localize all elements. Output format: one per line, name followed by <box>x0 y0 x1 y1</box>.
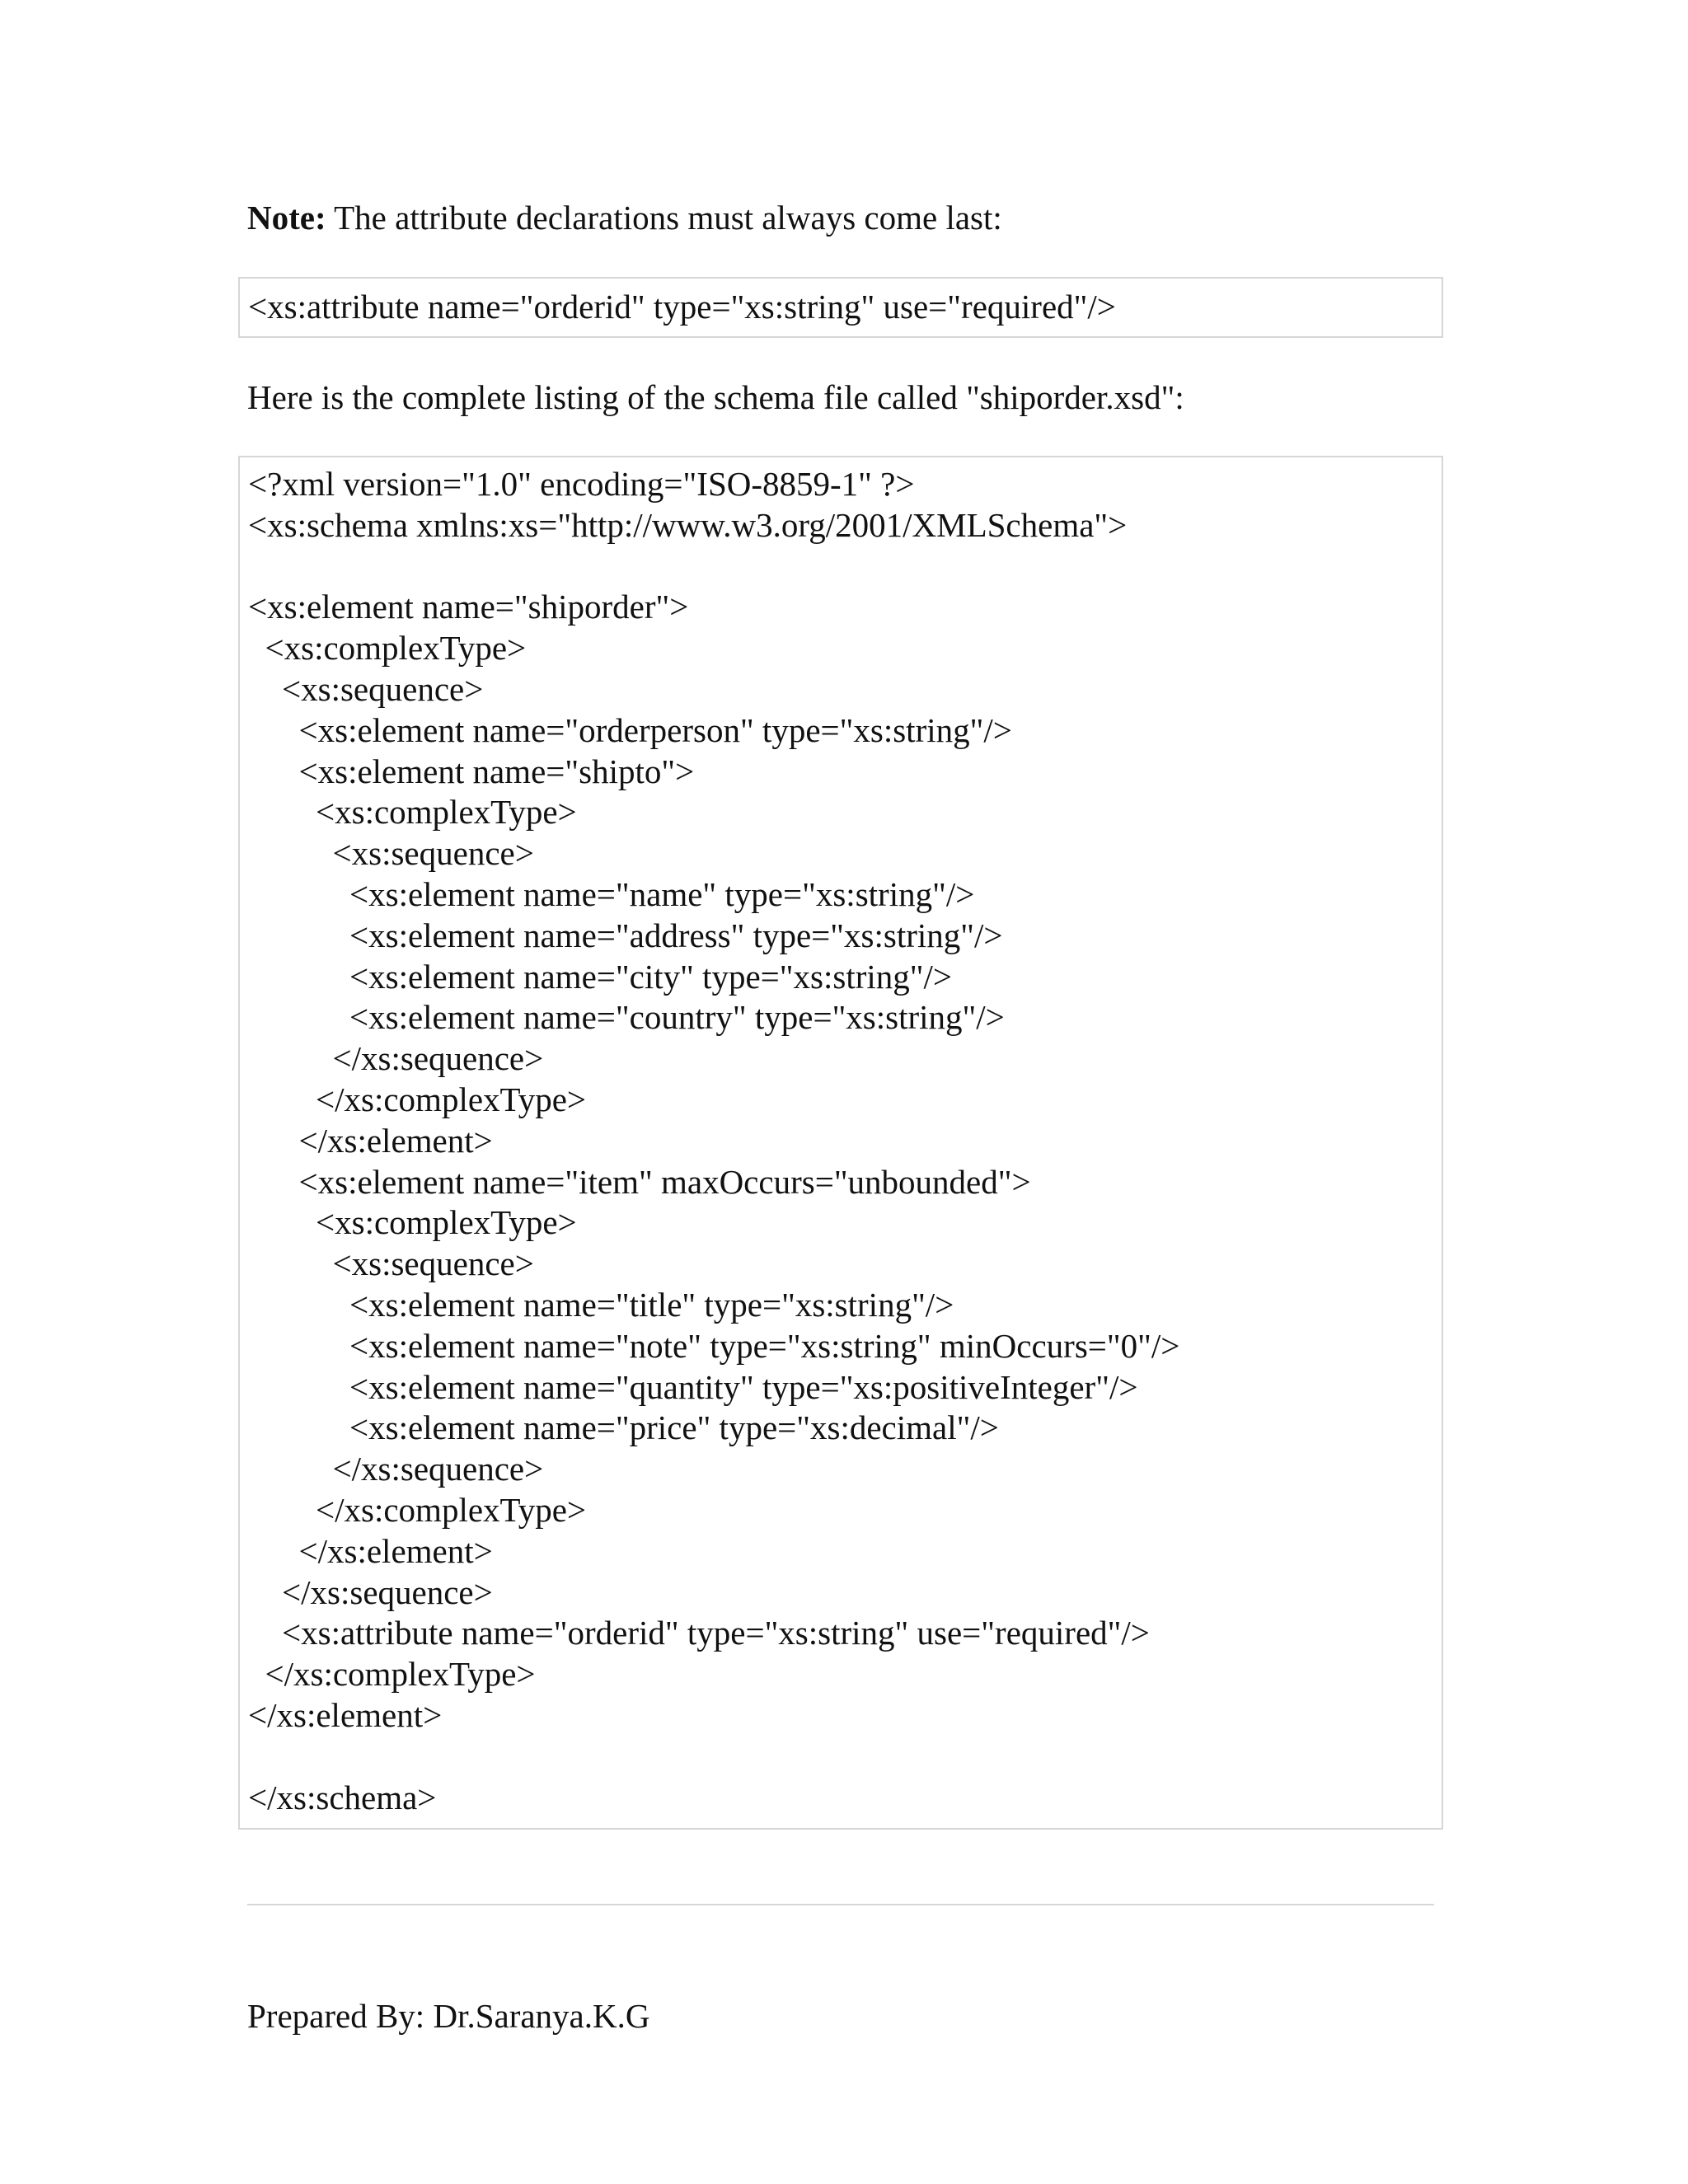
code-line: </xs:complexType> <box>248 1655 536 1694</box>
code-line: <xs:complexType> <box>248 1203 577 1242</box>
code-line: </xs:element> <box>248 1695 443 1734</box>
note-text: The attribute declarations must always come last: <box>326 199 1002 237</box>
code-line: <xs:element name="orderperson" type="xs:string"/> <box>248 710 1012 749</box>
listing-intro-text: Here is the complete listing of the schema file called "shiporder.xsd": <box>247 378 1184 416</box>
code-line: <xs:element name="city" type="xs:string"/> <box>248 957 953 996</box>
code-line: <xs:element name="address" type="xs:string"/> <box>248 916 1003 954</box>
code-line: </xs:element> <box>248 1121 493 1160</box>
attribute-snippet-code: <xs:attribute name="orderid" type="xs:string" use="required"/> <box>248 288 1116 326</box>
code-line: <xs:element name="note" type="xs:string" minOccurs="0"/> <box>248 1326 1180 1365</box>
code-line: <xs:sequence> <box>248 834 534 873</box>
schema-listing-box <box>238 456 1443 1830</box>
code-line: </xs:complexType> <box>248 1490 587 1529</box>
code-line: <xs:element name="title" type="xs:string"/> <box>248 1285 954 1324</box>
code-line: <xs:complexType> <box>248 793 577 832</box>
code-line: <xs:element name="shipto"> <box>248 752 695 790</box>
attribute-snippet-box <box>238 277 1443 338</box>
code-line: <xs:element name="quantity" type="xs:positiveInteger"/> <box>248 1367 1138 1406</box>
schema-listing-code <box>248 464 1179 1818</box>
note-label: Note: <box>247 199 326 237</box>
code-line: <xs:complexType> <box>248 629 527 668</box>
code-line <box>248 1736 1179 1778</box>
code-line: <xs:element name="price" type="xs:decimal"/> <box>248 1408 999 1447</box>
code-line: <xs:element name="name" type="xs:string"/> <box>248 874 975 913</box>
horizontal-divider <box>247 1904 1434 1905</box>
code-line: <xs:element name="item" maxOccurs="unbounded"> <box>248 1162 1031 1201</box>
code-line: <xs:element name="country" type="xs:string"/> <box>248 998 1005 1037</box>
code-line: </xs:sequence> <box>248 1039 544 1078</box>
code-line: </xs:complexType> <box>248 1080 587 1118</box>
code-line: <xs:sequence> <box>248 669 484 708</box>
note-paragraph <box>247 196 1002 239</box>
code-line <box>248 546 1179 588</box>
code-line: <xs:sequence> <box>248 1244 534 1283</box>
code-line: </xs:schema> <box>248 1778 437 1816</box>
code-line: <?xml version="1.0" encoding="ISO-8859-1" ?> <box>248 465 915 503</box>
code-line: </xs:sequence> <box>248 1572 493 1611</box>
code-line: </xs:element> <box>248 1531 493 1570</box>
code-line: </xs:sequence> <box>248 1450 544 1488</box>
footer-author: Prepared By: Dr.Saranya.K.G <box>247 1997 650 2035</box>
code-line: <xs:schema xmlns:xs="http://www.w3.org/2001/XMLSchema"> <box>248 505 1128 544</box>
code-line: <xs:attribute name="orderid" type="xs:string" use="required"/> <box>248 1614 1150 1652</box>
code-line: <xs:element name="shiporder"> <box>248 588 689 626</box>
